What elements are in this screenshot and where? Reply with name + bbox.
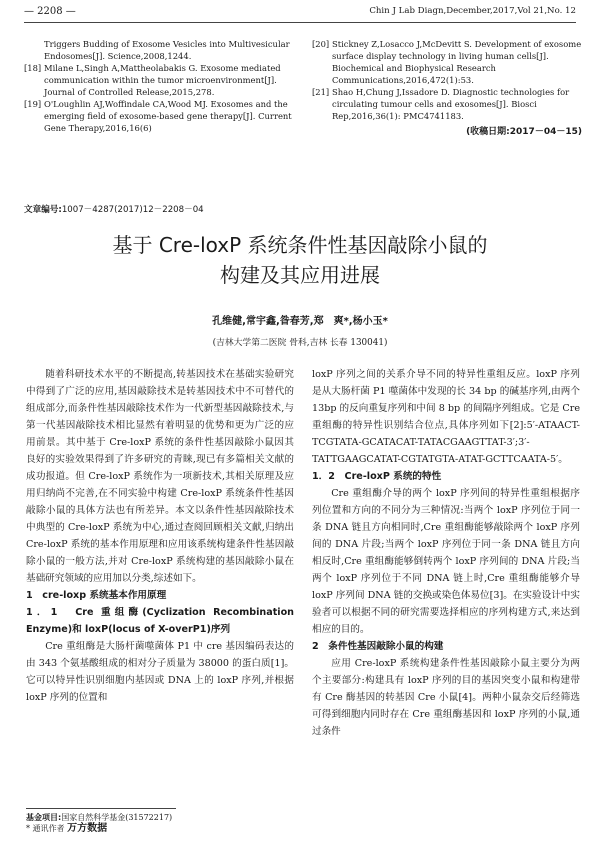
body-column-left (26, 366, 294, 706)
page-number: — 2208 — (24, 6, 76, 17)
section-2-heading: 2 条件性基因敲除小鼠的构建 (312, 641, 444, 652)
article-number (24, 203, 204, 215)
references-left (24, 38, 298, 134)
reference-number: [20] (312, 39, 330, 49)
section-1-1-heading: 1．1 Cre 重组酶(Cyclization Recombination Enzyme)和 loxP(locus of X-overP1)序列 (26, 607, 294, 635)
title-line-2: 构建及其应用进展 (220, 263, 380, 287)
intro-paragraph: 随着科研技术水平的不断提高,转基因技术在基础实验研究中得到了广泛的应用,基因敲除技术是转基因技术中不可替代的组成部分,而条件性基因敲除技术作为一代新型基因敲除技术,与第一代基因敲除技术相比显然有着明显的优势和更为广泛的应用前景。其中基于 Cre-loxP 系统的条件性基因敲除小鼠因其良好的实验效果得到了许多研究的青睐,现已有多篇相关文献的成功报道。但 Cre-loxP 系统作为一项新技术,其相关原理及应用归纳尚不完善,在不同实验中构建 Cre-loxP 系统条件性基因敲除小鼠的具体方法也有所差异。本文以条件性基因敲除技术中典型的 Cre-loxP 系统为中心,通过查阅回顾相关文献,归纳出 Cre-loxP 系统的基本作用原理和应用该系统构建条件性基因敲除小鼠的一般方法,并对 Cre-loxP 系统构建的基因敲除小鼠在基础研究领域的应用加以分类,综述如下。 (26, 369, 294, 584)
wanfang-watermark: 万方数据 (67, 823, 108, 834)
reference-20 (312, 38, 582, 86)
reference-text: Milane L,Singh A,Mattheolabakis G. Exosome mediated communication within the tumor microenvironment[J]. Journal of Controlled Release,2015,278. (44, 63, 281, 97)
journal-citation: Chin J Lab Diagn,December,2017,Vol 21,No. 12 (369, 6, 576, 16)
reference-17-cont (24, 38, 298, 62)
article-number-value: 1007－4287(2017)12－2208－04 (61, 205, 204, 215)
reference-text: Shao H,Chung J,Issadore D. Diagnostic technologies for circulating tumour cells and exosomes[J]. Biosci Rep,2016,36(1): PMC4741183. (332, 87, 570, 121)
funding-label: 基金项目: (26, 813, 62, 822)
body-column-right (312, 366, 580, 740)
header-rule (24, 22, 576, 23)
reference-18 (24, 62, 298, 98)
funding-line (26, 812, 172, 823)
funding-value: 国家自然科学基金(31572217) (61, 813, 173, 822)
authors: 孔维健,常宇鑫,昝春芳,郑 爽*,杨小玉* (212, 316, 388, 327)
reference-text: Triggers Budding of Exosome Vesicles into Multivesicular Endosomes[J]. Science,2008,1244. (44, 39, 290, 61)
corresponding-line (26, 823, 172, 834)
section-1-2-paragraph: Cre 重组酶介导的两个 loxP 序列间的特异性重组根据序列位置和方向的不同分为三种情况:当两个 loxP 序列位于同一条 DNA 链且方向相同时,Cre 重组酶能够敲除两个 loxP 序列间的 DNA 片段;当两个 loxP 序列位于同一条 DNA 链且方向相反时,Cre 重组酶能够倒转两个 loxP 序列间的 DNA 片段;当两个 loxP 序列位于不同 DNA 链上时,Cre 重组酶能够介导 loxP 序列间 DNA 链的交换或染色体易位[3]。在实验设计中实验者可以根据不同的研究需要选择相应的序列构建方式,来达到相应的目的。 (312, 488, 580, 635)
article-number-label: 文章编号: (24, 205, 62, 215)
reference-number: [18] (24, 63, 42, 73)
footnote (26, 812, 172, 834)
title-line-1: 基于 Cre-loxP 系统条件性基因敲除小鼠的 (112, 233, 488, 257)
section-1-heading: 1 cre-loxp 系统基本作用原理 (26, 590, 167, 601)
received-date: (收稿日期:2017－04－15) (466, 127, 582, 137)
affiliation: (吉林大学第二医院 骨科,吉林 长春 130041) (212, 338, 388, 348)
reference-number: [19] (24, 99, 42, 109)
reference-number: [21] (312, 87, 330, 97)
continued-paragraph: loxP 序列之间的关系介导不同的特异性重组反应。loxP 序列是从大肠杆菌 P1 噬菌体中发现的长 34 bp 的碱基序列,由两个 13bp 的反向重复序列和中间 8 bp 的间隔序列组成。它是 Cre 重组酶的特异性识别结合位点,具体序列如下[2]:5′-ATAACT-TCGTATA-GCATACAT-TATACGAAGTTAT-3′;3′-TATTGAAGCATAT-CGTATGTA-ATAT-GCTTCAATA-5′。 (312, 369, 580, 465)
section-2-paragraph: 应用 Cre-loxP 系统构建条件性基因敲除小鼠主要分为两个主要部分:构建具有 loxP 序列的目的基因突变小鼠和构建带有 Cre 酶基因的转基因 Cre 小鼠[4]。两种小鼠杂交后经筛选可得到细胞内同时存在 Cre 重组酶基因和 loxP 序列的小鼠,通过条件 (312, 658, 580, 737)
references-right (312, 38, 582, 138)
reference-text: O'Loughlin AJ,Woffindale CA,Wood MJ. Exosomes and the emerging field of exosome-based gene therapy[J]. Current Gene Therapy,2016,16(6) (44, 99, 292, 133)
reference-21 (312, 86, 582, 122)
section-1-2-heading: 1．2 Cre-loxP 系统的特性 (312, 471, 442, 482)
reference-text: Stickney Z,Losacco J,McDevitt S. Development of exosome surface display technology in living human cells[J]. Biochemical and Biophysical Research Communications,2016,472(1):53. (332, 39, 582, 85)
article-title (0, 230, 600, 290)
section-1-1-paragraph: Cre 重组酶是大肠杆菌噬菌体 P1 中 cre 基因编码表达的由 343 个氨基酸组成的相对分子质量为 38000 的蛋白质[1]。它可以特异性识别细胞内基因或 DNA 上的 loxP 序列,并根据 loxP 序列的位置和 (26, 641, 294, 703)
footnote-rule (26, 808, 176, 809)
running-header (24, 6, 576, 20)
corresponding-author: * 通讯作者 (26, 824, 65, 833)
reference-19 (24, 98, 298, 134)
